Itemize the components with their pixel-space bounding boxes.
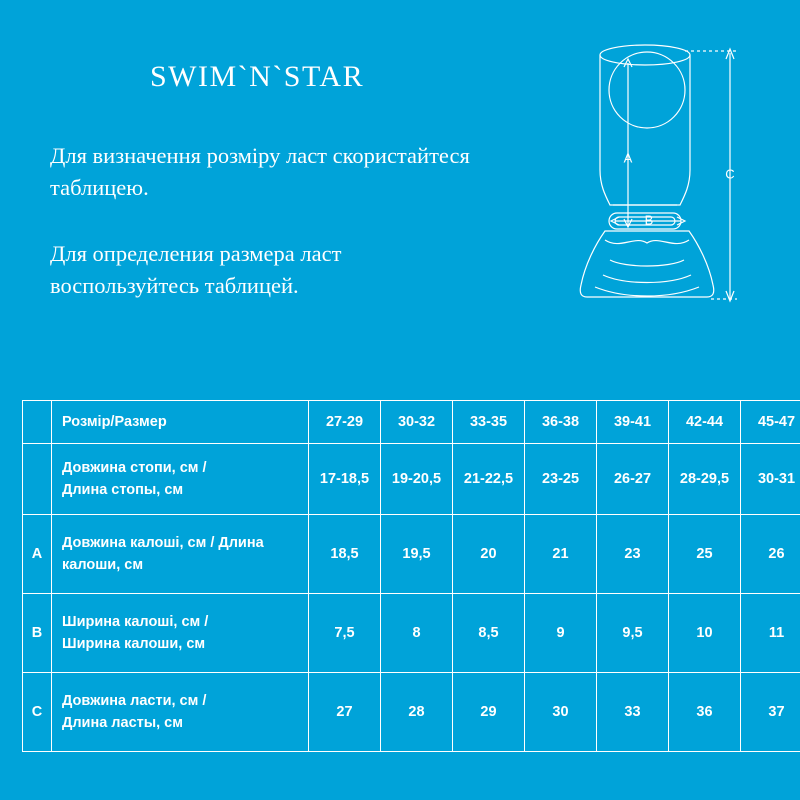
row-3-value-4: 33 xyxy=(597,673,669,752)
svg-text:B: B xyxy=(644,212,654,228)
swim-fin-diagram-icon xyxy=(525,35,775,310)
row-label-0-line1: Довжина стопи, см / xyxy=(62,460,207,476)
header-label-cell: Розмір/Размер xyxy=(52,401,309,444)
row-label-3 xyxy=(52,673,309,752)
row-letter-1: A xyxy=(23,515,52,594)
intro-paragraph-ru: Для определения размера ласт воспользуйтесь таблицей. xyxy=(50,241,342,298)
header-size-5: 42-44 xyxy=(669,401,741,444)
row-letter-0 xyxy=(23,444,52,515)
row-label-2-line2: Ширина калоши, см xyxy=(62,636,206,652)
row-2-value-0: 7,5 xyxy=(309,594,381,673)
table-row xyxy=(23,444,800,515)
size-table xyxy=(22,400,800,752)
row-2-value-3: 9 xyxy=(525,594,597,673)
table-header-row xyxy=(23,401,800,444)
row-2-value-6: 11 xyxy=(741,594,800,673)
row-1-value-6: 26 xyxy=(741,515,800,594)
row-label-1 xyxy=(52,515,309,594)
row-0-value-4: 26-27 xyxy=(597,444,669,515)
svg-text:A: A xyxy=(623,150,633,166)
row-3-value-2: 29 xyxy=(453,673,525,752)
brand-title: SWIM`N`STAR xyxy=(150,60,365,93)
header-size-1: 30-32 xyxy=(381,401,453,444)
table-row xyxy=(23,515,800,594)
intro-paragraph-uk: Для визначення розміру ласт скористайтеся таблицею. xyxy=(50,143,470,200)
row-1-value-4: 23 xyxy=(597,515,669,594)
row-letter-3: C xyxy=(23,673,52,752)
header-size-2: 33-35 xyxy=(453,401,525,444)
row-3-value-1: 28 xyxy=(381,673,453,752)
row-0-value-3: 23-25 xyxy=(525,444,597,515)
row-0-value-2: 21-22,5 xyxy=(453,444,525,515)
intro-text xyxy=(50,140,470,336)
svg-text:C: C xyxy=(725,166,735,182)
row-0-value-6: 30-31 xyxy=(741,444,800,515)
header-size-4: 39-41 xyxy=(597,401,669,444)
row-1-value-1: 19,5 xyxy=(381,515,453,594)
row-0-value-5: 28-29,5 xyxy=(669,444,741,515)
row-2-value-1: 8 xyxy=(381,594,453,673)
row-label-1-line1: Довжина калоші, см / Длина xyxy=(62,535,264,551)
row-label-2 xyxy=(52,594,309,673)
row-1-value-5: 25 xyxy=(669,515,741,594)
row-3-value-3: 30 xyxy=(525,673,597,752)
row-1-value-3: 21 xyxy=(525,515,597,594)
header-letter-cell xyxy=(23,401,52,444)
row-2-value-5: 10 xyxy=(669,594,741,673)
row-label-3-line2: Длина ласты, см xyxy=(62,715,183,731)
row-label-1-line2: калоши, см xyxy=(62,557,144,573)
header-size-3: 36-38 xyxy=(525,401,597,444)
row-label-3-line1: Довжина ласти, см / xyxy=(62,693,207,709)
row-3-value-0: 27 xyxy=(309,673,381,752)
header-size-0: 27-29 xyxy=(309,401,381,444)
row-1-value-0: 18,5 xyxy=(309,515,381,594)
row-2-value-4: 9,5 xyxy=(597,594,669,673)
row-label-2-line1: Ширина калоші, см / xyxy=(62,614,209,630)
row-label-0 xyxy=(52,444,309,515)
row-0-value-0: 17-18,5 xyxy=(309,444,381,515)
header-size-6: 45-47 xyxy=(741,401,800,444)
row-letter-2: B xyxy=(23,594,52,673)
table-row xyxy=(23,594,800,673)
row-label-0-line2: Длина стопы, см xyxy=(62,482,184,498)
row-1-value-2: 20 xyxy=(453,515,525,594)
table-row xyxy=(23,673,800,752)
row-3-value-6: 37 xyxy=(741,673,800,752)
row-0-value-1: 19-20,5 xyxy=(381,444,453,515)
row-2-value-2: 8,5 xyxy=(453,594,525,673)
row-3-value-5: 36 xyxy=(669,673,741,752)
